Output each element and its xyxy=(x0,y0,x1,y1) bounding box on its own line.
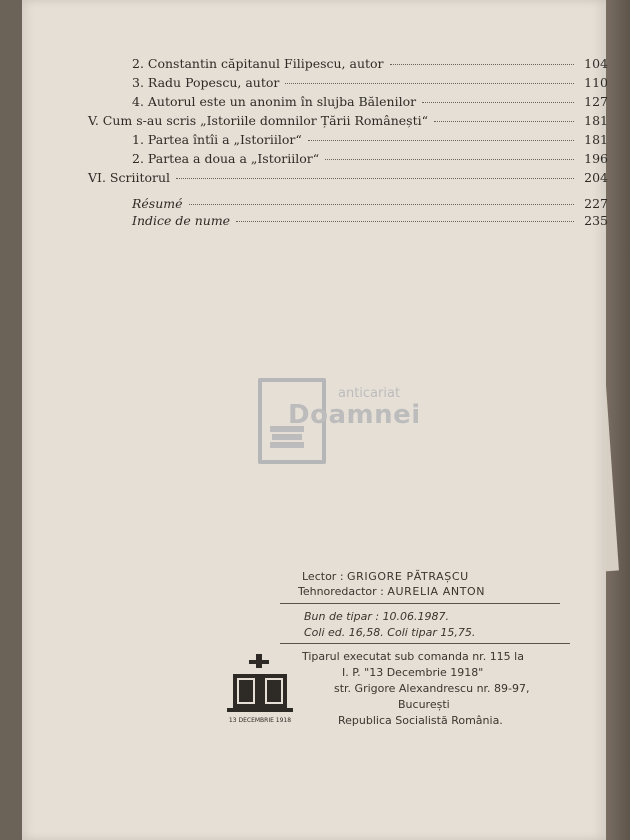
bun-de-tipar-date: 10.06.1987. xyxy=(382,610,450,623)
toc-row xyxy=(132,56,608,72)
printer-logo-icon xyxy=(227,650,293,728)
toc-leader xyxy=(308,140,574,141)
bun-de-tipar-line xyxy=(304,610,449,623)
toc-leader xyxy=(390,64,574,65)
toc-page-number: 227 xyxy=(584,196,608,211)
divider xyxy=(280,603,560,604)
lector-line xyxy=(302,570,469,583)
toc-label: Résumé xyxy=(132,196,183,211)
toc-label: 1. Partea întîi a „Istoriilor“ xyxy=(132,132,302,147)
tehnoredactor-name: AURELIA ANTON xyxy=(387,585,486,598)
toc-row xyxy=(88,113,608,129)
toc-row xyxy=(132,94,608,110)
toc-label: 2. Partea a doua a „Istoriilor“ xyxy=(132,151,320,166)
printer-logo-text: 13 DECEMBRIE 1918 xyxy=(228,717,292,724)
toc-label: VI. Scriitorul xyxy=(88,170,171,185)
toc-page-number: 235 xyxy=(584,213,608,228)
toc-row xyxy=(132,213,608,229)
toc-row xyxy=(132,196,608,212)
lector-label: Lector : xyxy=(302,570,344,583)
lector-name: GRIGORE PĂTRAȘCU xyxy=(347,570,469,583)
toc-label: V. Cum s-au scris „Istoriile domnilor Țării Românești“ xyxy=(88,113,428,128)
toc-leader xyxy=(176,178,574,179)
toc-page-number: 204 xyxy=(584,170,608,185)
toc-leader xyxy=(285,83,574,84)
toc-page-number: 127 xyxy=(584,94,608,109)
coli-line xyxy=(304,626,475,639)
print-line: Republica Socialistă România. xyxy=(338,714,503,727)
toc-row xyxy=(88,170,608,186)
toc-label: 2. Constantin căpitanul Filipescu, autor xyxy=(132,56,384,71)
toc-leader xyxy=(434,121,574,122)
bun-de-tipar-label: Bun de tipar : xyxy=(304,610,380,623)
toc-row xyxy=(132,132,608,148)
coli-ed-label: Coli ed. xyxy=(304,626,346,639)
toc-label: 3. Radu Popescu, autor xyxy=(132,75,280,90)
toc-page-number: 196 xyxy=(584,151,608,166)
watermark xyxy=(254,378,454,462)
watermark-small-text: anticariat xyxy=(338,386,401,401)
toc-leader xyxy=(325,159,574,160)
watermark-brand-text: Doamnei xyxy=(288,400,421,430)
divider xyxy=(280,643,570,644)
tehnoredactor-line xyxy=(298,585,485,598)
toc-leader xyxy=(189,204,574,205)
toc-page-number: 104 xyxy=(584,56,608,71)
toc-page-number: 110 xyxy=(584,75,608,90)
coli-ed-value: 16,58. xyxy=(348,626,384,639)
print-line: I. P. "13 Decembrie 1918" xyxy=(342,666,484,679)
toc-label: 4. Autorul este un anonim în slujba Bălenilor xyxy=(132,94,417,109)
print-line: str. Grigore Alexandrescu nr. 89-97, xyxy=(334,682,530,695)
tehnoredactor-label: Tehnoredactor : xyxy=(298,585,384,598)
toc-leader xyxy=(422,102,574,103)
toc-page-number: 181 xyxy=(584,113,608,128)
toc-leader xyxy=(236,221,574,222)
coli-tipar-value: 15,75. xyxy=(440,626,476,639)
print-line: București xyxy=(398,698,450,711)
toc-row xyxy=(132,151,608,167)
print-line: Tiparul executat sub comanda nr. 115 la xyxy=(302,650,524,663)
toc-page-number: 181 xyxy=(584,132,608,147)
coli-tipar-label: Coli tipar xyxy=(387,626,437,639)
book-page xyxy=(22,0,606,840)
toc-label: Indice de nume xyxy=(132,213,231,228)
toc-row xyxy=(132,75,608,91)
